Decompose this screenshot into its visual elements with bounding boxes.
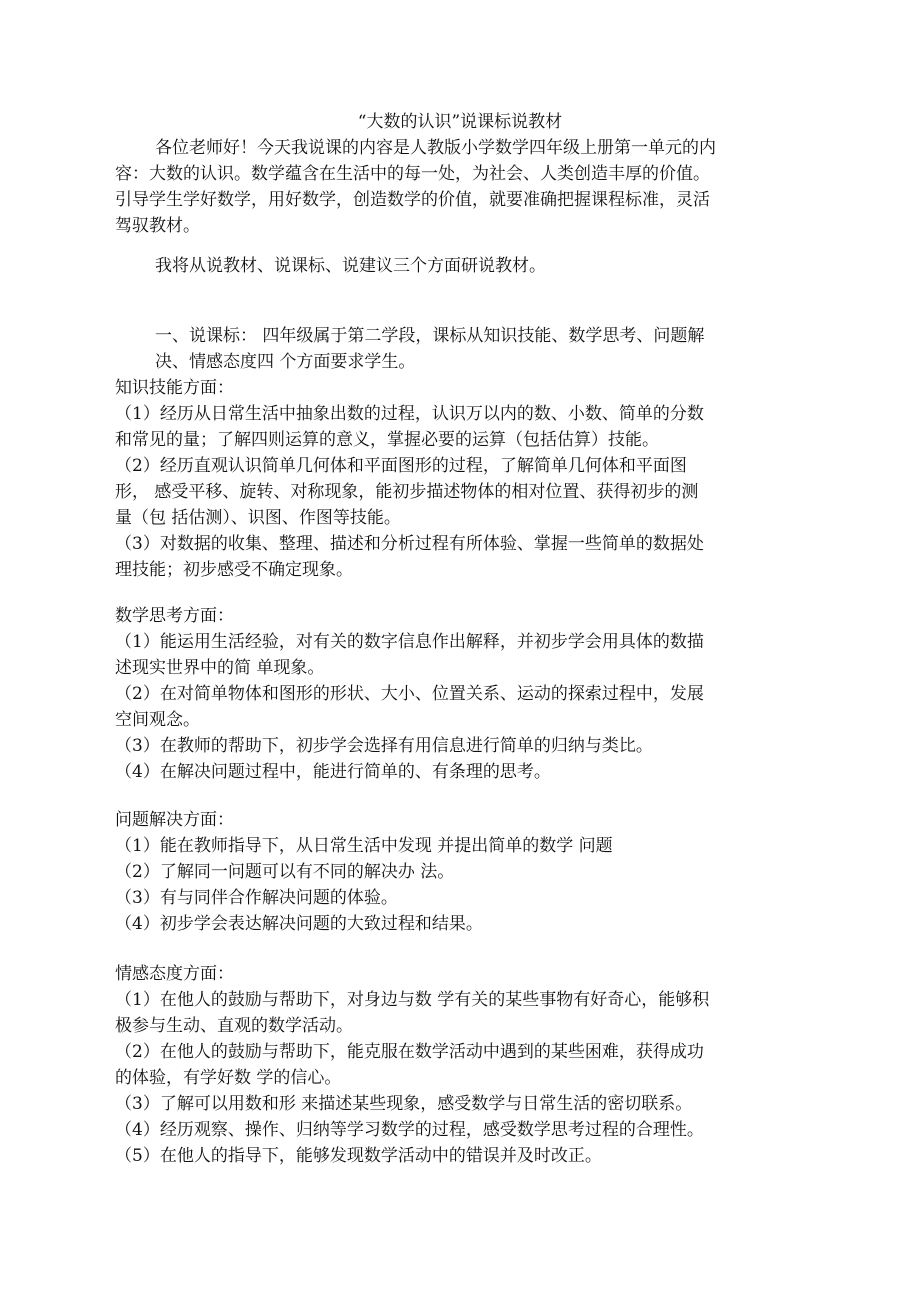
intro-line: 驾驭教材。 — [115, 216, 200, 236]
emotion-line: （3）了解可以用数和形 来描述某些现象，感受数学与日常生活的密切联系。 — [115, 1094, 693, 1114]
thinking-line: （4）在解决问题过程中，能进行简单的、有条理的思考。 — [115, 762, 551, 782]
thinking-line: 空间观念。 — [115, 710, 200, 730]
section1-line: 一、说课标： 四年级属于第二学段，课标从知识技能、数学思考、问题解 — [155, 326, 705, 346]
thinking-line: （1）能运用生活经验，对有关的数字信息作出解释，并初步学会用具体的数描 — [115, 632, 704, 652]
problem-heading: 问题解决方面： — [115, 810, 234, 830]
thinking-line: （3）在教师的帮助下，初步学会选择有用信息进行简单的归纳与类比。 — [115, 736, 653, 756]
knowledge-line: （3）对数据的收集、整理、描述和分析过程有所体验、掌握一些简单的数据处 — [115, 534, 704, 554]
knowledge-section — [115, 375, 815, 583]
knowledge-line: （1）经历从日常生活中抽象出数的过程，认识万以内的数、小数、简单的分数 — [115, 404, 704, 424]
intro-paragraph — [115, 135, 815, 239]
emotion-line: （1）在他人的鼓励与帮助下，对身边与数 学有关的某些事物有好奇心，能够积 — [115, 990, 710, 1010]
thinking-line: 述现实世界中的简 单现象。 — [115, 658, 325, 678]
thinking-heading: 数学思考方面： — [115, 606, 234, 626]
document-title: “大数的认识”说课标说教材 — [357, 112, 563, 132]
plan-paragraph — [115, 253, 815, 279]
knowledge-line: （2）经历直观认识简单几何体和平面图形的过程，了解简单几何体和平面图 — [115, 456, 687, 476]
problem-line: （1）能在教师指导下，从日常生活中发现 并提出简单的数学 问题 — [115, 836, 613, 856]
intro-line: 容：大数的认识。数学蕴含在生活中的每一处，为社会、人类创造丰厚的价值。 — [115, 164, 710, 184]
knowledge-line: 和常见的量；了解四则运算的意义，掌握必要的运算（包括估算）技能。 — [115, 430, 659, 450]
emotion-line: （5）在他人的指导下，能够发现数学活动中的错误并及时改正。 — [115, 1146, 602, 1166]
knowledge-line: 形， 感受平移、旋转、对称现象，能初步描述物体的相对位置、获得初步的测 — [115, 482, 699, 502]
plan-line: 我将从说教材、说课标、说建议三个方面研说教材。 — [155, 256, 546, 276]
thinking-section — [115, 603, 815, 785]
section1-paragraph — [155, 323, 815, 375]
emotion-line: （2）在他人的鼓励与帮助下，能克服在数学活动中遇到的某些困难，获得成功 — [115, 1042, 704, 1062]
problem-section — [115, 807, 815, 937]
knowledge-line: 量（包 括估测）、识图、作图等技能。 — [115, 508, 401, 528]
emotion-line: 极参与生动、直观的数学活动。 — [115, 1016, 353, 1036]
knowledge-line: 理技能；初步感受不确定现象。 — [115, 560, 353, 580]
thinking-line: （2）在对简单物体和图形的形状、大小、位置关系、运动的探索过程中，发展 — [115, 684, 704, 704]
emotion-heading: 情感态度方面： — [115, 964, 234, 984]
problem-line: （2）了解同一问题可以有不同的解决办 法。 — [115, 862, 455, 882]
knowledge-heading: 知识技能方面： — [115, 378, 234, 398]
intro-line: 引导学生学好数学，用好数学，创造数学的价值，就要准确把握课程标准，灵活 — [115, 190, 710, 210]
emotion-section — [115, 961, 815, 1169]
problem-line: （3）有与同伴合作解决问题的体验。 — [115, 888, 398, 908]
emotion-line: 的体验，有学好数 学的信心。 — [115, 1068, 342, 1088]
emotion-line: （4）经历观察、操作、归纳等学习数学的过程，感受数学思考过程的合理性。 — [115, 1120, 704, 1140]
problem-line: （4）初步学会表达解决问题的大致过程和结果。 — [115, 914, 483, 934]
section1-line: 决、情感态度四 个方面要求学生。 — [155, 352, 416, 372]
intro-line: 各位老师好！今天我说课的内容是人教版小学数学四年级上册第一单元的内 — [155, 138, 716, 158]
